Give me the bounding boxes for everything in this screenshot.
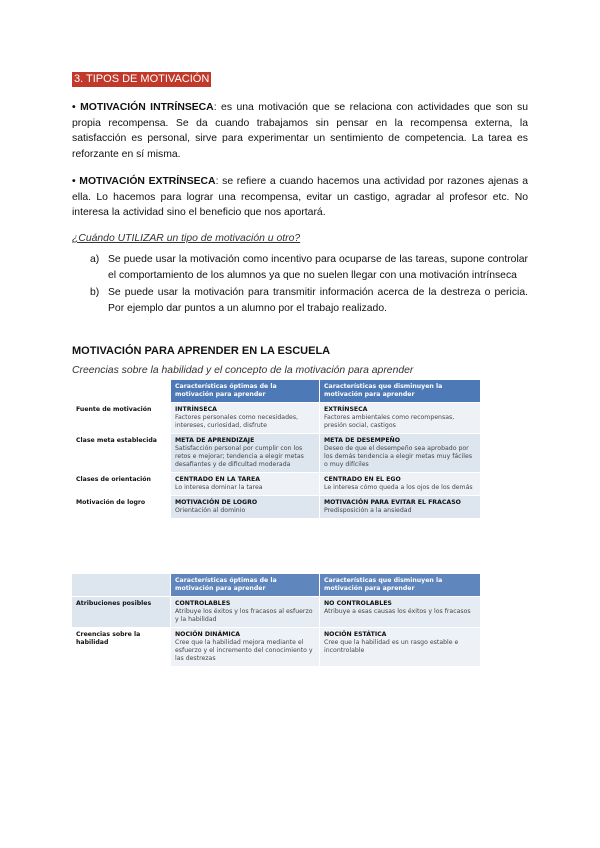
header-optimal: Características óptimas de la motivación para aprender xyxy=(171,574,320,597)
cell-text: Cree que la habilidad es un rasgo estable e incontrolable xyxy=(324,639,459,654)
cell-text: Satisfacción personal por cumplir con los retos e mejorar; tendencia a elegir metas desafiantes y de dificultad moderada xyxy=(175,445,304,468)
table-row xyxy=(72,628,480,667)
list-item xyxy=(72,285,528,316)
cell-text: Factores personales como necesidades, intereses, curiosidad, disfrute xyxy=(175,414,299,429)
paragraph-intrinseca xyxy=(72,100,528,162)
figure-caption: Creencias sobre la habilidad y el concepto de la motivación para aprender xyxy=(72,365,414,376)
term-intrinseca: • MOTIVACIÓN INTRÍNSECA xyxy=(72,102,214,113)
cell-text: Cree que la habilidad mejora mediante el esfuerzo y el incremento del conocimiento y las destrezas xyxy=(175,639,313,662)
optimal-cell xyxy=(171,597,320,628)
table-row xyxy=(72,403,480,434)
motivation-table-1 xyxy=(72,380,480,519)
row-label: Creencias sobre la habilidad xyxy=(72,628,171,667)
row-label: Clase meta establecida xyxy=(72,434,171,473)
cell-key: CENTRADO EN EL EGO xyxy=(324,476,401,483)
cell-key: CONTROLABLES xyxy=(175,600,231,607)
table-row xyxy=(72,496,480,519)
table-header xyxy=(72,574,480,597)
text-intrinseca: : es una motivación que se relaciona con actividades que son su propia recompensa. Se da cuando trabajamos sin pensar en la recompensa externa, la satisfacción es personal, sirve para experimentar un sentimiento de competencia. La tarea es reforzante en sí misma. xyxy=(72,102,528,160)
cell-text: Le interesa cómo queda a los ojos de los demás xyxy=(324,484,473,491)
cell-text: Lo interesa dominar la tarea xyxy=(175,484,263,491)
cell-key: MOTIVACIÓN PARA EVITAR EL FRACASO xyxy=(324,499,461,506)
header-decrease: Características que disminuyen la motivación para aprender xyxy=(320,574,481,597)
decrease-cell xyxy=(320,496,481,519)
section-heading-escuela: MOTIVACIÓN PARA APRENDER EN LA ESCUELA xyxy=(72,345,331,357)
list-marker: b) xyxy=(90,287,100,299)
header-optimal: Características óptimas de la motivación para aprender xyxy=(171,380,320,403)
question-heading: ¿Cuándo UTILIZAR un tipo de motivación u otro? xyxy=(72,233,301,244)
motivation-table-2 xyxy=(72,574,480,667)
row-label: Fuente de motivación xyxy=(72,403,171,434)
cell-text: Atribuye los éxitos y los fracasos al esfuerzo y la habilidad xyxy=(175,608,313,623)
paragraph-extrinseca xyxy=(72,174,528,221)
cell-key: NOCIÓN ESTÁTICA xyxy=(324,631,387,638)
text-extrinseca: : se refiere a cuando hacemos una actividad por razones ajenas a ella. Lo hacemos para lograr una recompensa, evitar un castigo, agradar al profesor etc. No interesa la actividad sino el beneficio que nos aportará. xyxy=(72,176,528,219)
cell-text: Deseo de que el desempeño sea aprobado por los demás tendencia a elegir metas muy fáciles o muy difíciles xyxy=(324,445,473,468)
table-row xyxy=(72,597,480,628)
cell-key: CENTRADO EN LA TAREA xyxy=(175,476,261,483)
cell-text: Factores ambientales como recompensas, presión social, castigos xyxy=(324,414,455,429)
cell-key: EXTRÍNSECA xyxy=(324,406,368,413)
header-decrease: Características que disminuyen la motivación para aprender xyxy=(320,380,481,403)
cell-text: Atribuye a esas causas los éxitos y los fracasos xyxy=(324,608,471,615)
cell-key: META DE APRENDIZAJE xyxy=(175,437,255,444)
cell-key: META DE DESEMPEÑO xyxy=(324,437,400,444)
header-blank xyxy=(72,380,171,403)
cell-key: NO CONTROLABLES xyxy=(324,600,392,607)
usage-list xyxy=(72,252,528,318)
decrease-cell xyxy=(320,434,481,473)
row-label: Motivación de logro xyxy=(72,496,171,519)
optimal-cell xyxy=(171,496,320,519)
list-text: Se puede usar la motivación para transmitir información acerca de la destreza o pericia. Por ejemplo dar puntos a un alumno por el trabajo realizado. xyxy=(108,287,528,314)
row-label: Atribuciones posibles xyxy=(72,597,171,628)
cell-key: INTRÍNSECA xyxy=(175,406,217,413)
table-header xyxy=(72,380,480,403)
section-title: 3. TIPOS DE MOTIVACIÓN xyxy=(74,73,210,85)
list-marker: a) xyxy=(90,254,100,265)
optimal-cell xyxy=(171,473,320,496)
term-extrinseca: • MOTIVACIÓN EXTRÍNSECA xyxy=(72,176,216,187)
decrease-cell xyxy=(320,473,481,496)
table-row xyxy=(72,434,480,473)
list-text: Se puede usar la motivación como incentivo para ocuparse de las tareas, supone controlar el comportamiento de los alumnos ya que no suelen llegar con una motivación intrínseca xyxy=(108,254,528,281)
header-blank xyxy=(72,574,171,597)
row-label: Clases de orientación xyxy=(72,473,171,496)
cell-text: Orientación al dominio xyxy=(175,507,246,514)
optimal-cell xyxy=(171,403,320,434)
cell-key: MOTIVACIÓN DE LOGRO xyxy=(175,499,258,506)
optimal-cell xyxy=(171,434,320,473)
cell-key: NOCIÓN DINÁMICA xyxy=(175,631,241,638)
optimal-cell xyxy=(171,628,320,667)
decrease-cell xyxy=(320,597,481,628)
cell-text: Predisposición a la ansiedad xyxy=(324,507,412,514)
table-row xyxy=(72,473,480,496)
decrease-cell xyxy=(320,628,481,667)
decrease-cell xyxy=(320,403,481,434)
list-item xyxy=(72,252,528,283)
